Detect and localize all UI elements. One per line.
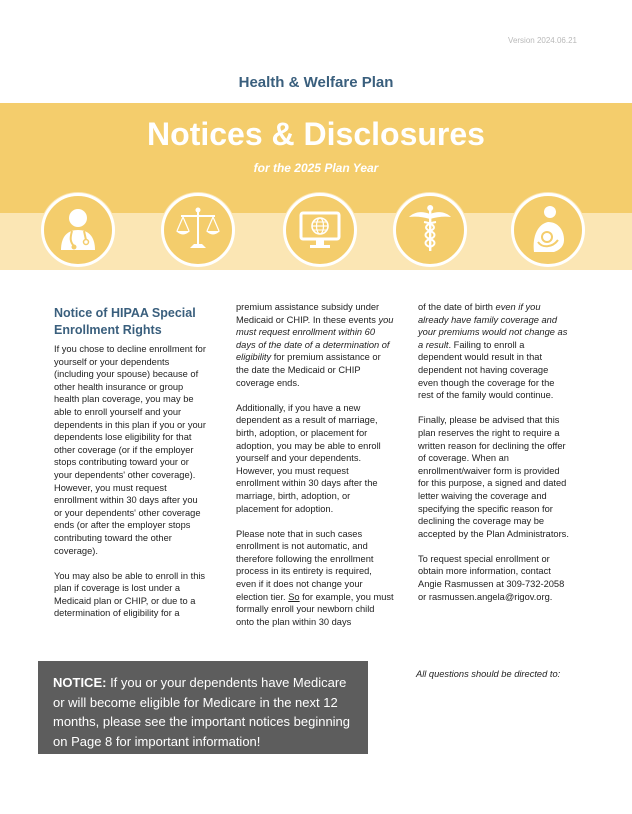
notice-label: NOTICE: — [53, 675, 107, 690]
caduceus-icon — [393, 193, 467, 267]
notice-text: If you or your dependents have Medicare or will become eligible for Medicare in the next 12 months, please see the important notices beginning on Page 8 for important information! — [53, 675, 351, 749]
computer-globe-icon — [283, 193, 357, 267]
scales-of-justice-icon — [161, 193, 235, 267]
medicare-notice-box — [38, 661, 368, 754]
column-3 — [418, 301, 570, 616]
paragraph: If you chose to decline enrollment for yourself or your dependents (including your spouse) because of other health insurance or group health plan coverage, you may be able to enroll yourself and your dependents in this plan if you or your dependents lose eligibility for that other coverage (or if the employer stops contributing toward your or your dependents' other coverage). However, you must request enrollment within 30 days after you or your dependents' other coverage ends (or after the employer stops contributing toward the other coverage). — [54, 344, 206, 556]
doctor-icon — [41, 193, 115, 267]
column-2 — [236, 301, 394, 641]
paragraph: Additionally, if you have a new dependent as a result of marriage, birth, adoption, or placement for adoption, you may be able to enroll yourself and your dependents. However, you must request enrollment within 30 days after the marriage, birth, adoption, or placement for adoption. — [236, 402, 381, 514]
mother-baby-icon — [511, 193, 585, 267]
version-label: Version 2024.06.21 — [508, 36, 577, 45]
paragraph: of the date of birth even if you already have family coverage and your premiums would not change as a result. Failing to enroll a dependent would result in that dependent not having coverage even though the coverage for the rest of the family would continue. — [418, 302, 568, 401]
paragraph: Finally, please be advised that this plan reserves the right to require a written reason for declining the offer of coverage. When an enrollment/waiver form is provided for this purpose, a signed and dated letter waiving the coverage and specifying the specific reason for declining the coverage may be accepted by the Plan Administrators. — [418, 415, 569, 539]
paragraph: Please note that in such cases enrollment is not automatic, and therefore following the enrollment process in its entirety is required, even if it does not change your election tier. So for example, you must formally enroll your newborn child onto the plan within 30 days — [236, 528, 394, 627]
page-title: Notices & Disclosures — [147, 116, 485, 152]
section-heading: Notice of HIPAA Special Enrollment Rights — [54, 306, 196, 337]
paragraph: premium assistance subsidy under Medicaid or CHIP. In these events you must request enrollment within 60 days of the date of a determination of eligibility for premium assistance or the date the Medicaid or CHIP coverage ends. — [236, 302, 394, 388]
plan-title: Health & Welfare Plan — [238, 74, 394, 91]
questions-label: All questions should be directed to: — [416, 669, 561, 679]
paragraph: To request special enrollment or obtain more information, contact Angie Rasmussen at 309-732-2058 or rasmussen.angela@rigov.org. — [418, 553, 565, 602]
paragraph: You may also be able to enroll in this plan if coverage is lost under a Medicaid plan or CHIP, or due to a determination of eligibility for a — [54, 570, 206, 619]
column-1 — [54, 305, 206, 633]
page-subtitle: for the 2025 Plan Year — [253, 161, 379, 175]
